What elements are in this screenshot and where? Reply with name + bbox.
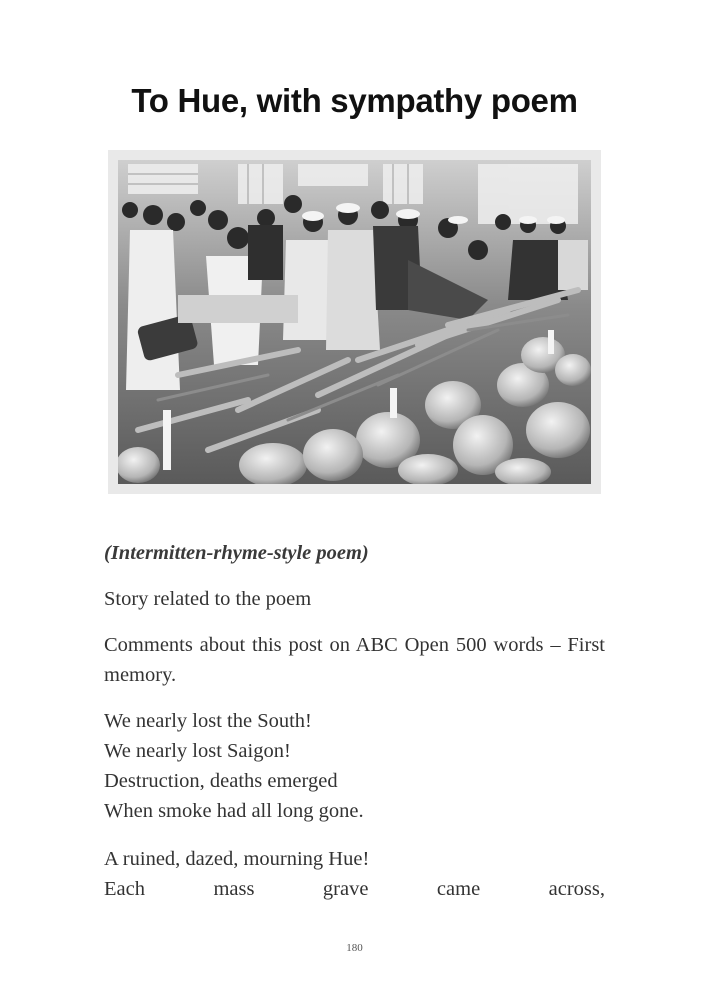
poem-word: came [436,878,481,900]
poem-word: across, [548,878,605,900]
poem-word: grave [322,878,369,900]
poem-line: Destruction, deaths emerged [104,770,338,792]
poem-line: We nearly lost Saigon! [104,740,291,762]
poem-line-justified [104,874,605,904]
poem-line: A ruined, dazed, mourning Hue! [104,848,370,870]
comments-paragraph: Comments about this post on ABC Open 500 words – First memory. [104,634,605,686]
poem-style-subtitle: (Intermitten-rhyme-style poem) [104,542,369,564]
photo-frame [108,150,601,494]
story-heading: Story related to the poem [104,588,312,610]
poem-line: When smoke had all long gone. [104,800,364,822]
poem-stanza-1 [104,706,605,826]
poem-line: We nearly lost the South! [104,710,312,732]
poem-word: Each [104,878,145,900]
page-title: To Hue, with sympathy poem [131,82,578,119]
mass-grave-photo [118,160,591,484]
poem-stanza-2 [104,844,605,904]
page-number: 180 [346,942,363,954]
poem-word: mass [213,878,255,900]
